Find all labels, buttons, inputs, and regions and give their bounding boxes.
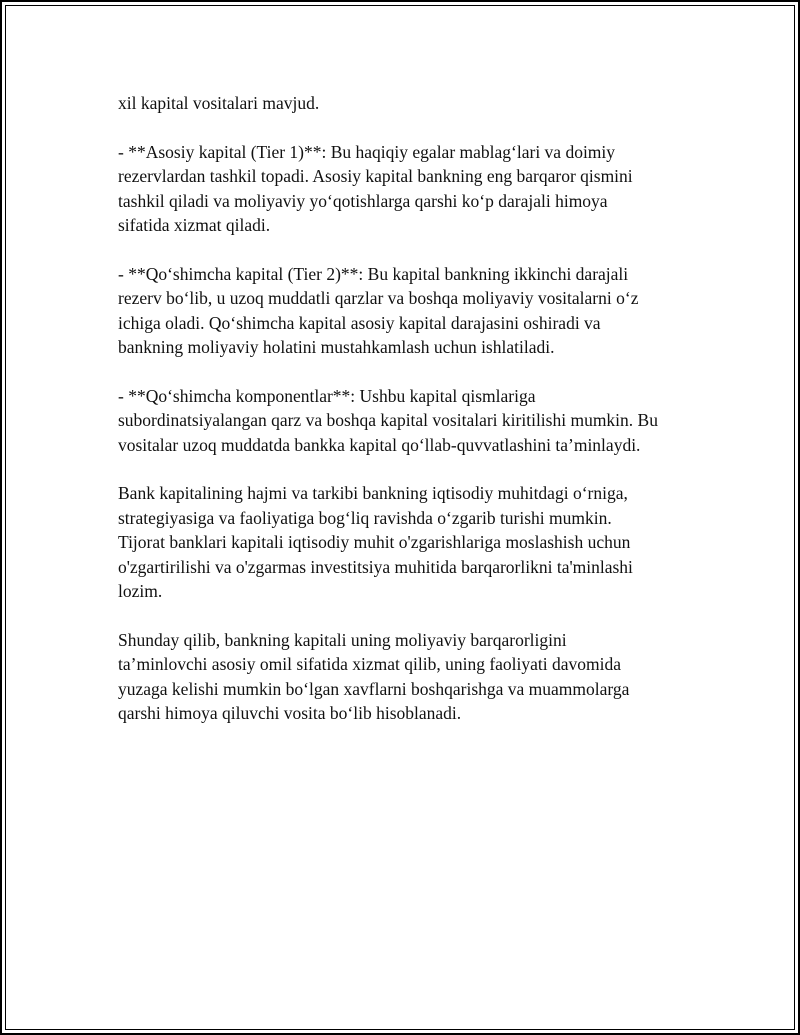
text-line: - **Asosiy kapital (Tier 1)**: Bu haqiqiy egalar mablag‘lari va doimiy	[118, 141, 616, 162]
text-line: tashkil qiladi va moliyaviy yo‘qotishlarga qarshi ko‘p darajali himoya	[118, 190, 608, 211]
document-body	[118, 91, 718, 750]
text-line: rezervlardan tashkil topadi. Asosiy kapital bankning eng barqaror qismini	[118, 166, 633, 187]
text-line: - **Qo‘shimcha komponentlar**: Ushbu kapital qismlariga	[118, 385, 536, 406]
paragraph-components	[118, 384, 718, 457]
text-line: ta’minlovchi asosiy omil sifatida xizmat qilib, uning faoliyati davomida	[118, 654, 622, 675]
text-line: - **Qo‘shimcha kapital (Tier 2)**: Bu kapital bankning ikkinchi darajali	[118, 263, 629, 284]
text-line: lozim.	[118, 581, 163, 602]
text-line: yuzaga kelishi mumkin bo‘lgan xavflarni boshqarishga va muammolarga	[118, 678, 630, 699]
text-line: subordinatsiyalangan qarz va boshqa kapital vositalari kiritilishi mumkin. Bu	[118, 410, 658, 431]
paragraph-capital-size	[118, 481, 718, 603]
text-line: Bank kapitalining hajmi va tarkibi bankning iqtisodiy muhitdagi o‘rniga,	[118, 483, 628, 504]
text-line: rezerv bo‘lib, u uzoq muddatli qarzlar va boshqa moliyaviy vositalarni o‘z	[118, 288, 639, 309]
text-line: Shunday qilib, bankning kapitali uning moliyaviy barqarorligini	[118, 629, 567, 650]
text-line: ichiga oladi. Qo‘shimcha kapital asosiy kapital darajasini oshiradi va	[118, 312, 601, 333]
paragraph-tier1	[118, 140, 718, 238]
paragraph-tier2	[118, 262, 718, 360]
text-line: qarshi himoya qiluvchi vosita bo‘lib hisoblanadi.	[118, 703, 462, 724]
text-line: bankning moliyaviy holatini mustahkamlash uchun ishlatiladi.	[118, 337, 555, 358]
text-line: sifatida xizmat qiladi.	[118, 215, 271, 236]
text-line: o'zgartirilishi va o'zgarmas investitsiya muhitida barqarorlikni ta'minlashi	[118, 556, 633, 577]
paragraph-intro	[118, 91, 718, 115]
text-line: vositalar uzoq muddatda bankka kapital qo‘llab-quvvatlashini ta’minlaydi.	[118, 434, 641, 455]
text-line: xil kapital vositalari mavjud.	[118, 93, 320, 113]
paragraph-conclusion	[118, 628, 718, 726]
text-line: strategiyasiga va faoliyatiga bog‘liq ravishda o‘zgarib turishi mumkin.	[118, 507, 612, 528]
text-line: Tijorat banklari kapitali iqtisodiy muhit o'zgarishlariga moslashish uchun	[118, 532, 631, 553]
